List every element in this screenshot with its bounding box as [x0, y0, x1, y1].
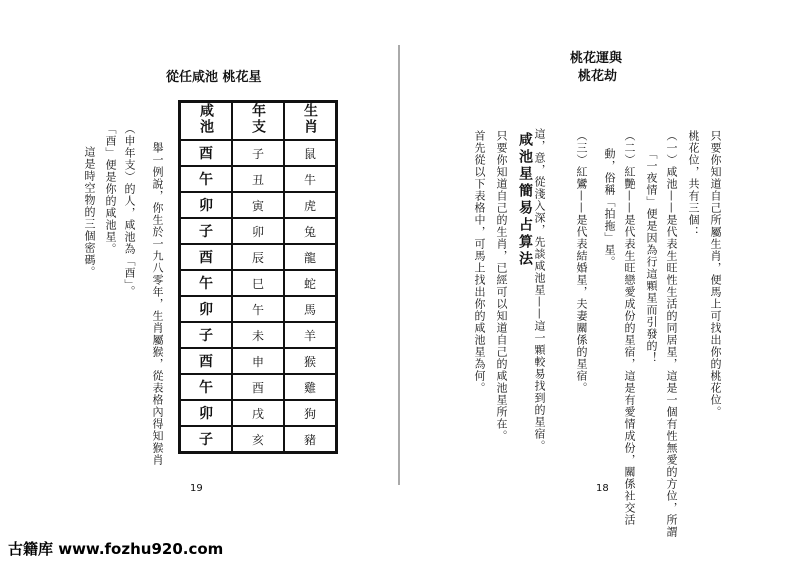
zodiac-xianchi-table — [178, 100, 338, 454]
xianchi-cell: 午 — [180, 374, 233, 400]
shengxiao-cell: 猴 — [284, 348, 337, 374]
table-row — [180, 374, 337, 400]
example-text-col-2: （申年支）的人，咸池為「酉」。 — [123, 123, 136, 298]
right-page — [400, 0, 793, 561]
xianchi-cell: 午 — [180, 166, 233, 192]
body-col-1: 只要你知道自己所屬生肖，便馬上可找出你的桃花位。 — [709, 130, 722, 418]
example-text-col-1: 舉一例說，你生於一九八零年，生肖屬猴，從表格內得知猴肖 — [151, 142, 164, 466]
nianzhi-cell: 丑 — [232, 166, 284, 192]
nianzhi-cell: 酉 — [232, 374, 284, 400]
xianchi-cell: 午 — [180, 270, 233, 296]
body-col-6: 動，俗稱「拍拖」星。 — [603, 148, 616, 268]
body-col-3: （一）咸池——是代表生旺性生活的同居星，這是一個有性無愛的方位，所謂 — [665, 130, 678, 538]
table-header-row — [180, 102, 337, 141]
table-row — [180, 348, 337, 374]
table-row — [180, 166, 337, 192]
table-row — [180, 296, 337, 322]
table-row — [180, 192, 337, 218]
shengxiao-cell: 鼠 — [284, 140, 337, 166]
shengxiao-cell: 豬 — [284, 426, 337, 453]
nianzhi-cell: 子 — [232, 140, 284, 166]
site-watermark: 古籍库 www.fozhu920.com — [8, 540, 224, 558]
xianchi-cell: 卯 — [180, 400, 233, 426]
example-text-col-3: 「酉」便是你的咸池星。 — [104, 123, 117, 255]
col-header-shengxiao: 生肖 — [284, 102, 337, 141]
nianzhi-cell: 未 — [232, 322, 284, 348]
col-header-xianchi: 咸池 — [180, 102, 233, 141]
body-col-7: （三）紅鸞——是代表結婚星，夫妻關係的星宿。 — [575, 130, 588, 394]
nianzhi-cell: 卯 — [232, 218, 284, 244]
xianchi-cell: 酉 — [180, 140, 233, 166]
section-title: 咸池星簡易占算法 — [517, 132, 533, 268]
nianzhi-cell: 辰 — [232, 244, 284, 270]
body-col-5: （二）紅艷——是代表生旺戀愛成份的星宿，這是有愛情成份，關係社交活 — [623, 130, 636, 526]
xianchi-cell: 子 — [180, 426, 233, 453]
table-row — [180, 244, 337, 270]
shengxiao-cell: 兔 — [284, 218, 337, 244]
body-col-2: 桃花位，共有三個： — [687, 130, 700, 238]
nianzhi-cell: 午 — [232, 296, 284, 322]
table-row — [180, 426, 337, 453]
shengxiao-cell: 馬 — [284, 296, 337, 322]
nianzhi-cell: 亥 — [232, 426, 284, 453]
nianzhi-cell: 巳 — [232, 270, 284, 296]
body-col-9: 只要你知道自己的生肖，已經可以知道自己的咸池星所在。 — [495, 130, 508, 442]
table-row — [180, 400, 337, 426]
left-page-number: 19 — [190, 483, 203, 494]
body-col-4: 「一夜情」便是因為行這顆星而引發的！ — [645, 148, 658, 364]
table-row — [180, 140, 337, 166]
nianzhi-cell: 寅 — [232, 192, 284, 218]
table-row — [180, 322, 337, 348]
shengxiao-cell: 牛 — [284, 166, 337, 192]
col-header-nianzhi: 年支 — [232, 102, 284, 141]
shengxiao-cell: 羊 — [284, 322, 337, 348]
xianchi-cell: 卯 — [180, 192, 233, 218]
xianchi-cell: 子 — [180, 218, 233, 244]
xianchi-cell: 卯 — [180, 296, 233, 322]
shengxiao-cell: 虎 — [284, 192, 337, 218]
shengxiao-cell: 龍 — [284, 244, 337, 270]
shengxiao-cell: 狗 — [284, 400, 337, 426]
right-page-number: 18 — [596, 483, 609, 494]
xianchi-cell: 酉 — [180, 348, 233, 374]
shengxiao-cell: 蛇 — [284, 270, 337, 296]
right-header-line-2: 桃花劫 — [578, 69, 618, 84]
table-row — [180, 218, 337, 244]
nianzhi-cell: 申 — [232, 348, 284, 374]
left-page-header: 從任咸池 桃花星 — [166, 70, 262, 85]
shengxiao-cell: 雞 — [284, 374, 337, 400]
xianchi-cell: 酉 — [180, 244, 233, 270]
table-row — [180, 270, 337, 296]
nianzhi-cell: 戌 — [232, 400, 284, 426]
right-header-line-1: 桃花運與 — [570, 51, 623, 66]
xianchi-cell: 子 — [180, 322, 233, 348]
body-col-8: 這，意，從淺入深，先談咸池星——這一顆較易找到的星宿。 — [533, 128, 546, 452]
body-col-10: 首先從以下表格中，可馬上找出你的咸池星為何。 — [473, 130, 486, 394]
example-text-col-4: 這是時空物的三個密碼。 — [83, 146, 96, 278]
